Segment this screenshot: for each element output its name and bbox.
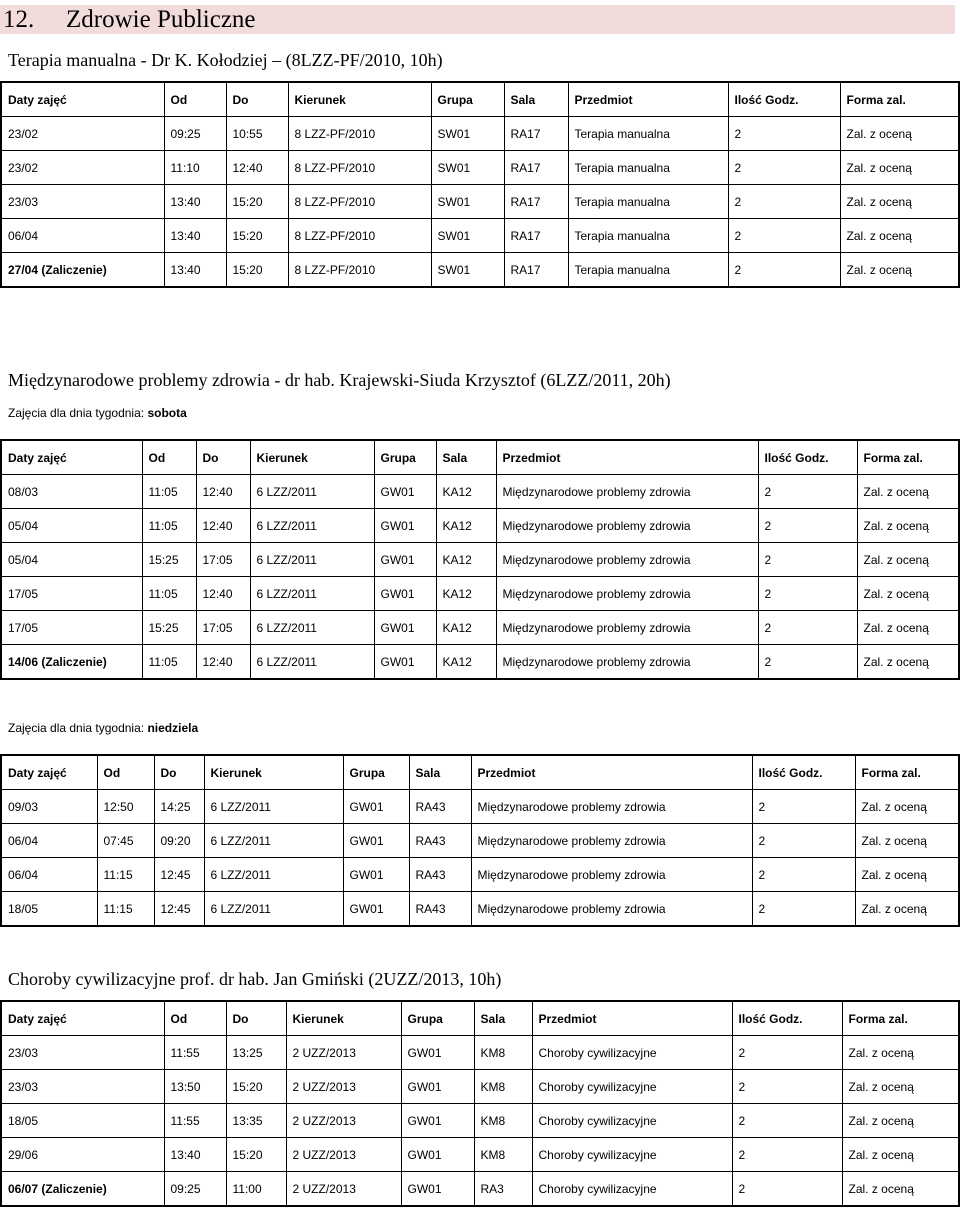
- grupa-cell: SW01: [431, 117, 504, 151]
- forma-cell: Zal. z oceną: [840, 219, 959, 253]
- przedmiot-cell: Międzynarodowe problemy zdrowia: [471, 892, 752, 927]
- kierunek-cell: 6 LZZ/2011: [250, 475, 374, 509]
- header-ilosc-godz: Ilość Godz.: [758, 440, 857, 475]
- date-cell: 23/03: [1, 185, 164, 219]
- sala-cell: RA43: [409, 892, 471, 927]
- header-daty: Daty zajęć: [1, 755, 97, 790]
- grupa-cell: SW01: [431, 253, 504, 288]
- grupa-cell: SW01: [431, 151, 504, 185]
- przedmiot-cell: Międzynarodowe problemy zdrowia: [496, 577, 758, 611]
- przedmiot-cell: Międzynarodowe problemy zdrowia: [496, 509, 758, 543]
- page-title-number: 12.: [3, 6, 35, 33]
- sala-cell: RA17: [504, 117, 568, 151]
- end-time-cell: 12:40: [196, 509, 250, 543]
- hours-cell: 2: [732, 1138, 842, 1172]
- sala-cell: RA17: [504, 219, 568, 253]
- table-row: [1, 185, 959, 219]
- forma-cell: Zal. z oceną: [840, 117, 959, 151]
- date-cell: 06/04: [1, 824, 97, 858]
- end-time-cell: 15:20: [226, 219, 288, 253]
- sala-cell: RA3: [474, 1172, 532, 1207]
- forma-cell: Zal. z oceną: [842, 1070, 959, 1104]
- header-grupa: Grupa: [343, 755, 409, 790]
- hours-cell: 2: [758, 645, 857, 680]
- kierunek-cell: 8 LZZ-PF/2010: [288, 117, 431, 151]
- przedmiot-cell: Międzynarodowe problemy zdrowia: [471, 824, 752, 858]
- sala-cell: KA12: [436, 577, 496, 611]
- hours-cell: 2: [752, 790, 855, 824]
- sala-cell: KA12: [436, 543, 496, 577]
- table-row: [1, 892, 959, 927]
- przedmiot-cell: Terapia manualna: [568, 219, 728, 253]
- grupa-cell: GW01: [401, 1036, 474, 1070]
- end-time-cell: 12:45: [154, 858, 204, 892]
- kierunek-cell: 6 LZZ/2011: [250, 577, 374, 611]
- subtitle-day: sobota: [147, 406, 187, 420]
- table-row: [1, 151, 959, 185]
- hours-cell: 2: [758, 577, 857, 611]
- start-time-cell: 13:40: [164, 1138, 226, 1172]
- end-time-cell: 09:20: [154, 824, 204, 858]
- header-forma-zal: Forma zal.: [857, 440, 959, 475]
- start-time-cell: 11:15: [97, 892, 154, 927]
- start-time-cell: 11:05: [142, 475, 196, 509]
- sala-cell: KM8: [474, 1036, 532, 1070]
- start-time-cell: 09:25: [164, 117, 226, 151]
- forma-cell: Zal. z oceną: [855, 824, 959, 858]
- header-sala: Sala: [409, 755, 471, 790]
- start-time-cell: 09:25: [164, 1172, 226, 1207]
- przedmiot-cell: Choroby cywilizacyjne: [532, 1036, 732, 1070]
- end-time-cell: 10:55: [226, 117, 288, 151]
- grupa-cell: GW01: [401, 1138, 474, 1172]
- header-forma-zal: Forma zal.: [840, 82, 959, 117]
- header-przedmiot: Przedmiot: [496, 440, 758, 475]
- table-row: [1, 219, 959, 253]
- kierunek-cell: 2 UZZ/2013: [286, 1138, 401, 1172]
- date-cell: 27/04 (Zaliczenie): [1, 253, 164, 288]
- date-cell: 23/02: [1, 151, 164, 185]
- header-do: Do: [226, 1001, 286, 1036]
- sala-cell: RA17: [504, 185, 568, 219]
- grupa-cell: GW01: [374, 509, 436, 543]
- header-kierunek: Kierunek: [286, 1001, 401, 1036]
- kierunek-cell: 8 LZZ-PF/2010: [288, 219, 431, 253]
- przedmiot-cell: Terapia manualna: [568, 185, 728, 219]
- sala-cell: KA12: [436, 475, 496, 509]
- header-grupa: Grupa: [431, 82, 504, 117]
- grupa-cell: SW01: [431, 185, 504, 219]
- date-cell: 14/06 (Zaliczenie): [1, 645, 142, 680]
- przedmiot-cell: Choroby cywilizacyjne: [532, 1138, 732, 1172]
- start-time-cell: 07:45: [97, 824, 154, 858]
- date-cell: 23/02: [1, 117, 164, 151]
- header-grupa: Grupa: [374, 440, 436, 475]
- sala-cell: KA12: [436, 509, 496, 543]
- header-przedmiot: Przedmiot: [471, 755, 752, 790]
- hours-cell: 2: [752, 892, 855, 927]
- forma-cell: Zal. z oceną: [857, 543, 959, 577]
- date-cell: 18/05: [1, 892, 97, 927]
- start-time-cell: 11:10: [164, 151, 226, 185]
- kierunek-cell: 6 LZZ/2011: [204, 790, 343, 824]
- grupa-cell: GW01: [401, 1070, 474, 1104]
- date-cell: 06/07 (Zaliczenie): [1, 1172, 164, 1207]
- table-header-row: [1, 440, 959, 475]
- kierunek-cell: 6 LZZ/2011: [250, 509, 374, 543]
- header-grupa: Grupa: [401, 1001, 474, 1036]
- table-row: [1, 790, 959, 824]
- table-row: [1, 117, 959, 151]
- start-time-cell: 11:05: [142, 509, 196, 543]
- forma-cell: Zal. z oceną: [857, 509, 959, 543]
- page-title: [0, 5, 955, 34]
- end-time-cell: 15:20: [226, 1070, 286, 1104]
- end-time-cell: 13:25: [226, 1036, 286, 1070]
- header-od: Od: [97, 755, 154, 790]
- sala-cell: RA17: [504, 253, 568, 288]
- table-row: [1, 509, 959, 543]
- grupa-cell: GW01: [401, 1104, 474, 1138]
- start-time-cell: 11:15: [97, 858, 154, 892]
- sala-cell: KA12: [436, 645, 496, 680]
- hours-cell: 2: [728, 219, 840, 253]
- start-time-cell: 12:50: [97, 790, 154, 824]
- header-forma-zal: Forma zal.: [842, 1001, 959, 1036]
- hours-cell: 2: [758, 509, 857, 543]
- date-cell: 06/04: [1, 219, 164, 253]
- grupa-cell: SW01: [431, 219, 504, 253]
- table-row: [1, 824, 959, 858]
- grupa-cell: GW01: [401, 1172, 474, 1207]
- start-time-cell: 11:05: [142, 577, 196, 611]
- przedmiot-cell: Międzynarodowe problemy zdrowia: [496, 543, 758, 577]
- forma-cell: Zal. z oceną: [855, 858, 959, 892]
- kierunek-cell: 6 LZZ/2011: [204, 892, 343, 927]
- subtitle-day: niedziela: [147, 721, 199, 735]
- end-time-cell: 12:40: [196, 577, 250, 611]
- table-row: [1, 858, 959, 892]
- forma-cell: Zal. z oceną: [842, 1104, 959, 1138]
- table-row: [1, 1036, 959, 1070]
- date-cell: 08/03: [1, 475, 142, 509]
- kierunek-cell: 6 LZZ/2011: [250, 645, 374, 680]
- page-title-text: Zdrowie Publiczne: [66, 6, 256, 33]
- section-title-terapia: Terapia manualna - Dr K. Kołodziej – (8LZZ-PF/2010, 10h): [8, 50, 443, 70]
- date-cell: 17/05: [1, 611, 142, 645]
- date-cell: 23/03: [1, 1036, 164, 1070]
- hours-cell: 2: [732, 1070, 842, 1104]
- przedmiot-cell: Terapia manualna: [568, 117, 728, 151]
- end-time-cell: 12:40: [196, 645, 250, 680]
- date-cell: 18/05: [1, 1104, 164, 1138]
- end-time-cell: 15:20: [226, 1138, 286, 1172]
- table-row: [1, 1138, 959, 1172]
- sala-cell: RA43: [409, 858, 471, 892]
- header-sala: Sala: [504, 82, 568, 117]
- start-time-cell: 13:40: [164, 185, 226, 219]
- sala-cell: RA43: [409, 790, 471, 824]
- forma-cell: Zal. z oceną: [857, 611, 959, 645]
- start-time-cell: 13:40: [164, 253, 226, 288]
- grupa-cell: GW01: [343, 892, 409, 927]
- end-time-cell: 11:00: [226, 1172, 286, 1207]
- kierunek-cell: 8 LZZ-PF/2010: [288, 185, 431, 219]
- hours-cell: 2: [758, 475, 857, 509]
- hours-cell: 2: [728, 253, 840, 288]
- table-row: [1, 475, 959, 509]
- przedmiot-cell: Choroby cywilizacyjne: [532, 1070, 732, 1104]
- grupa-cell: GW01: [374, 645, 436, 680]
- table-header-row: [1, 82, 959, 117]
- hours-cell: 2: [728, 151, 840, 185]
- end-time-cell: 15:20: [226, 185, 288, 219]
- header-od: Od: [142, 440, 196, 475]
- table-header-row: [1, 755, 959, 790]
- header-do: Do: [196, 440, 250, 475]
- forma-cell: Zal. z oceną: [857, 577, 959, 611]
- table-header-row: [1, 1001, 959, 1036]
- kierunek-cell: 2 UZZ/2013: [286, 1172, 401, 1207]
- grupa-cell: GW01: [374, 475, 436, 509]
- przedmiot-cell: Międzynarodowe problemy zdrowia: [496, 645, 758, 680]
- subtitle-label: Zajęcia dla dnia tygodnia:: [8, 406, 148, 420]
- kierunek-cell: 6 LZZ/2011: [250, 611, 374, 645]
- kierunek-cell: 2 UZZ/2013: [286, 1070, 401, 1104]
- grupa-cell: GW01: [343, 858, 409, 892]
- forma-cell: Zal. z oceną: [857, 475, 959, 509]
- sala-cell: KM8: [474, 1138, 532, 1172]
- header-forma-zal: Forma zal.: [855, 755, 959, 790]
- kierunek-cell: 2 UZZ/2013: [286, 1104, 401, 1138]
- end-time-cell: 15:20: [226, 253, 288, 288]
- grupa-cell: GW01: [374, 577, 436, 611]
- przedmiot-cell: Międzynarodowe problemy zdrowia: [496, 475, 758, 509]
- table-row: [1, 645, 959, 680]
- forma-cell: Zal. z oceną: [855, 892, 959, 927]
- table-row: [1, 1070, 959, 1104]
- date-cell: 23/03: [1, 1070, 164, 1104]
- forma-cell: Zal. z oceną: [857, 645, 959, 680]
- header-od: Od: [164, 1001, 226, 1036]
- przedmiot-cell: Choroby cywilizacyjne: [532, 1104, 732, 1138]
- schedule-table-niedziela: [0, 754, 960, 927]
- header-daty: Daty zajęć: [1, 1001, 164, 1036]
- date-cell: 06/04: [1, 858, 97, 892]
- end-time-cell: 12:40: [196, 475, 250, 509]
- przedmiot-cell: Międzynarodowe problemy zdrowia: [496, 611, 758, 645]
- start-time-cell: 13:50: [164, 1070, 226, 1104]
- kierunek-cell: 2 UZZ/2013: [286, 1036, 401, 1070]
- end-time-cell: 14:25: [154, 790, 204, 824]
- header-kierunek: Kierunek: [288, 82, 431, 117]
- table-row: [1, 1172, 959, 1207]
- header-kierunek: Kierunek: [250, 440, 374, 475]
- header-do: Do: [226, 82, 288, 117]
- hours-cell: 2: [758, 611, 857, 645]
- section-title-choroby: Choroby cywilizacyjne prof. dr hab. Jan Gmiński (2UZZ/2013, 10h): [8, 969, 502, 989]
- forma-cell: Zal. z oceną: [840, 185, 959, 219]
- przedmiot-cell: Międzynarodowe problemy zdrowia: [471, 790, 752, 824]
- date-cell: 17/05: [1, 577, 142, 611]
- table-row: [1, 543, 959, 577]
- start-time-cell: 11:55: [164, 1036, 226, 1070]
- forma-cell: Zal. z oceną: [842, 1172, 959, 1207]
- header-sala: Sala: [436, 440, 496, 475]
- subtitle-niedziela: [8, 720, 198, 736]
- header-daty: Daty zajęć: [1, 82, 164, 117]
- hours-cell: 2: [758, 543, 857, 577]
- table-row: [1, 611, 959, 645]
- grupa-cell: GW01: [374, 611, 436, 645]
- end-time-cell: 13:35: [226, 1104, 286, 1138]
- hours-cell: 2: [732, 1036, 842, 1070]
- hours-cell: 2: [732, 1172, 842, 1207]
- date-cell: 05/04: [1, 509, 142, 543]
- header-sala: Sala: [474, 1001, 532, 1036]
- header-przedmiot: Przedmiot: [532, 1001, 732, 1036]
- header-kierunek: Kierunek: [204, 755, 343, 790]
- przedmiot-cell: Terapia manualna: [568, 253, 728, 288]
- sala-cell: KM8: [474, 1104, 532, 1138]
- kierunek-cell: 6 LZZ/2011: [250, 543, 374, 577]
- schedule-table-choroby: [0, 1000, 960, 1207]
- section-title-miedzynarodowe: Międzynarodowe problemy zdrowia - dr hab. Krajewski-Siuda Krzysztof (6LZZ/2011, 20h): [8, 370, 671, 390]
- end-time-cell: 12:40: [226, 151, 288, 185]
- hours-cell: 2: [752, 824, 855, 858]
- end-time-cell: 17:05: [196, 543, 250, 577]
- subtitle-label: Zajęcia dla dnia tygodnia:: [8, 721, 148, 735]
- hours-cell: 2: [732, 1104, 842, 1138]
- forma-cell: Zal. z oceną: [842, 1036, 959, 1070]
- kierunek-cell: 8 LZZ-PF/2010: [288, 253, 431, 288]
- forma-cell: Zal. z oceną: [840, 253, 959, 288]
- date-cell: 05/04: [1, 543, 142, 577]
- date-cell: 29/06: [1, 1138, 164, 1172]
- hours-cell: 2: [728, 117, 840, 151]
- header-ilosc-godz: Ilość Godz.: [732, 1001, 842, 1036]
- przedmiot-cell: Międzynarodowe problemy zdrowia: [471, 858, 752, 892]
- start-time-cell: 15:25: [142, 543, 196, 577]
- schedule-table-terapia: [0, 81, 960, 288]
- hours-cell: 2: [752, 858, 855, 892]
- sala-cell: RA43: [409, 824, 471, 858]
- start-time-cell: 11:05: [142, 645, 196, 680]
- start-time-cell: 13:40: [164, 219, 226, 253]
- subtitle-sobota: [8, 405, 187, 421]
- header-od: Od: [164, 82, 226, 117]
- sala-cell: RA17: [504, 151, 568, 185]
- header-do: Do: [154, 755, 204, 790]
- schedule-table-sobota: [0, 439, 960, 680]
- grupa-cell: GW01: [374, 543, 436, 577]
- przedmiot-cell: Terapia manualna: [568, 151, 728, 185]
- end-time-cell: 17:05: [196, 611, 250, 645]
- grupa-cell: GW01: [343, 790, 409, 824]
- header-ilosc-godz: Ilość Godz.: [728, 82, 840, 117]
- kierunek-cell: 8 LZZ-PF/2010: [288, 151, 431, 185]
- hours-cell: 2: [728, 185, 840, 219]
- forma-cell: Zal. z oceną: [855, 790, 959, 824]
- sala-cell: KM8: [474, 1070, 532, 1104]
- table-row: [1, 577, 959, 611]
- start-time-cell: 11:55: [164, 1104, 226, 1138]
- kierunek-cell: 6 LZZ/2011: [204, 824, 343, 858]
- forma-cell: Zal. z oceną: [842, 1138, 959, 1172]
- header-ilosc-godz: Ilość Godz.: [752, 755, 855, 790]
- table-row: [1, 253, 959, 288]
- end-time-cell: 12:45: [154, 892, 204, 927]
- forma-cell: Zal. z oceną: [840, 151, 959, 185]
- start-time-cell: 15:25: [142, 611, 196, 645]
- header-przedmiot: Przedmiot: [568, 82, 728, 117]
- grupa-cell: GW01: [343, 824, 409, 858]
- table-row: [1, 1104, 959, 1138]
- header-daty: Daty zajęć: [1, 440, 142, 475]
- kierunek-cell: 6 LZZ/2011: [204, 858, 343, 892]
- przedmiot-cell: Choroby cywilizacyjne: [532, 1172, 732, 1207]
- date-cell: 09/03: [1, 790, 97, 824]
- sala-cell: KA12: [436, 611, 496, 645]
